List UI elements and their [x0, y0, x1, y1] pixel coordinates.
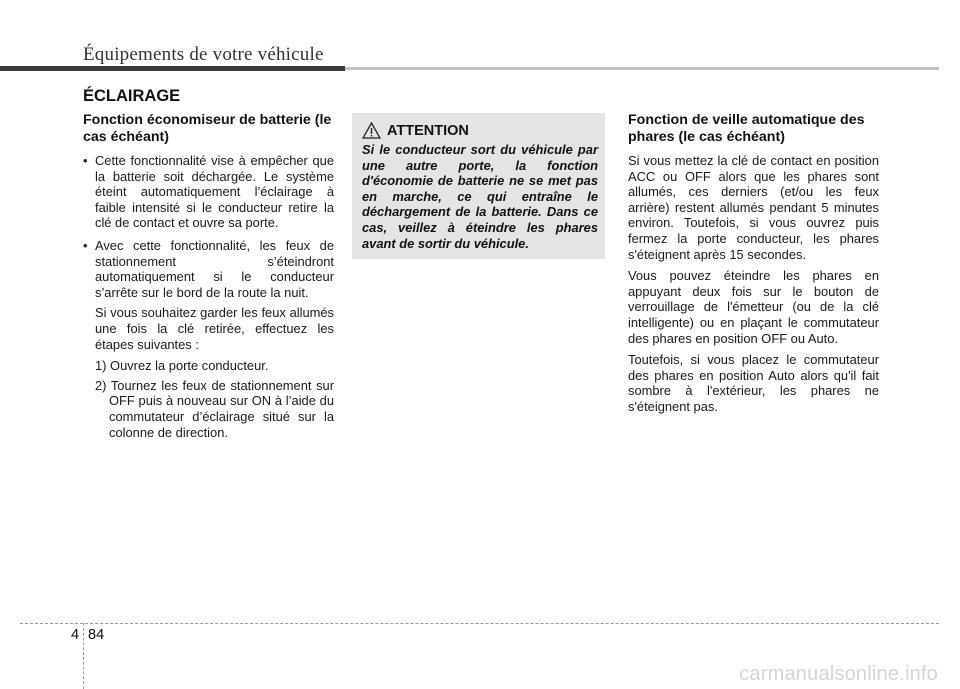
warning-triangle-icon: [362, 122, 381, 139]
step-item: 2) Tournez les feux de stationnement sur OFF puis à nouveau sur ON à l’aide du commutateur d’éclairage situé sur la colonne de direction.: [95, 377, 334, 440]
auto-headlight-heading: Fonction de veille automatique des phares (le cas échéant): [628, 112, 865, 145]
bullet-dot: •: [83, 237, 88, 253]
page-number-separator: [83, 623, 84, 689]
bullet-text: Cette fonctionnalité vise à empêcher que la batterie soit déchargée. Le système éteint automatiquement l’éclairage à faible intensité si le conducteur retire la clé de contact et ouvre sa porte.: [95, 153, 334, 231]
warning-title: ATTENTION: [387, 122, 469, 139]
bullet-dot: •: [83, 153, 88, 168]
followup-text: Si vous souhaitez garder les feux allumés une fois la clé retirée, effectuez les étapes suivantes :: [95, 305, 334, 352]
list-item: [83, 238, 334, 300]
warning-box-header: [362, 122, 598, 139]
paragraph: Si vous mettez la clé de contact en position ACC ou OFF alors que les phares sont allumés, ces derniers (et/ou les feux arrière) restent allumés pendant 5 minutes environ. Toutefois, si vous ouvrez puis fermez la porte conducteur, les phares s'éteignent après 15 secondes.: [628, 153, 879, 262]
header-rule-accent: [0, 66, 345, 71]
battery-saver-heading: Fonction économiseur de batterie (le cas échéant): [83, 112, 332, 145]
paragraph: Toutefois, si vous placez le commutateur des phares en position Auto alors qu'il fait sombre à l'extérieur, les phares ne s'éteignent pas.: [628, 352, 879, 414]
list-item: [83, 153, 334, 231]
section-title: ÉCLAIRAGE: [83, 87, 181, 105]
right-column: [628, 112, 879, 421]
warning-box: [352, 113, 605, 259]
paragraph: Vous pouvez éteindre les phares en appuyant deux fois sur le bouton de verrouillage de l'émetteur (ou de la clé intelligente) ou en plaçant le commutateur des phares en position OFF ou Auto.: [628, 268, 879, 346]
step-item: 1) Ouvrez la porte conducteur.: [95, 358, 269, 374]
chapter-number: 4: [71, 627, 80, 643]
bullet-text: Avec cette fonctionnalité, les feux de stationnement s’éteindront automatiquement si le conducteur s’arrête sur le bord de la route la nuit.: [95, 237, 334, 300]
chapter-title: Équipements de votre véhicule: [83, 44, 324, 65]
left-column: [83, 112, 334, 444]
page-number: 84: [88, 627, 105, 643]
watermark: carmanualsonline.info: [739, 663, 938, 685]
footer-rule: [20, 623, 939, 624]
warning-text: Si le conducteur sort du véhicule par une autre porte, la fonction d'économie de batterie ne se met pas en marche, ce qui entraîne le déchargement de la batterie. Dans ce cas, veillez à éteindre les phares avant de sortir du véhicule.: [362, 142, 598, 251]
header-rule: [0, 67, 939, 70]
